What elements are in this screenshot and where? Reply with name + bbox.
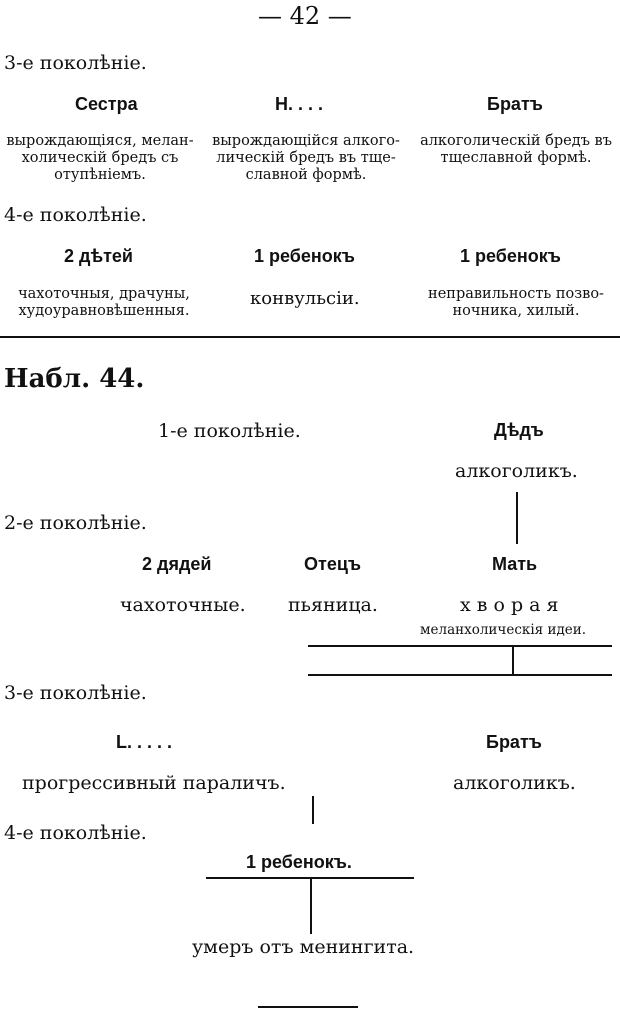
grandfather-line xyxy=(516,492,518,544)
brother-desc: алкоголическій бредъ въ тщеславной формѣ. xyxy=(420,133,612,166)
n-title: Н. . . . xyxy=(275,94,324,114)
n-desc: вырождающійся алкого-лическій бредъ въ тще-славной формѣ. xyxy=(212,133,400,183)
grandfather-title: Дѣдъ xyxy=(494,420,544,440)
mother-title: Мать xyxy=(492,554,538,574)
obs-generation-2-label: 2-е поколѣніе. xyxy=(4,512,147,534)
uncles-title: 2 дядей xyxy=(142,554,212,574)
l-line xyxy=(312,796,314,824)
obs-generation-4-label: 4-е поколѣніе. xyxy=(4,822,147,844)
parents-line-top xyxy=(308,645,612,647)
observation-title: Набл. 44. xyxy=(4,364,145,394)
grandfather-desc: алкоголикъ. xyxy=(455,460,578,482)
sister-desc: вырождающіяся, мелан-холическій бредъ съ отупѣніемъ. xyxy=(6,133,194,183)
generation-3-label: 3-е поколѣніе. xyxy=(4,52,147,74)
child2-desc: конвульсіи. xyxy=(250,288,360,309)
obs-child-desc: умеръ отъ менингита. xyxy=(192,936,415,958)
parents-line-bottom xyxy=(308,674,612,676)
parents-connector xyxy=(512,646,514,674)
obs-generation-3-label: 3-е поколѣніе. xyxy=(4,682,147,704)
brother-title: Братъ xyxy=(487,94,543,114)
end-rule xyxy=(258,1006,358,1008)
mother-desc: х в о р а я xyxy=(460,594,559,616)
generation-4-label: 4-е поколѣніе. xyxy=(4,204,147,226)
l-title: L. . . . . xyxy=(116,732,173,752)
obs-generation-1-label: 1-е поколѣніе. xyxy=(158,420,301,442)
uncles-desc: чахоточные. xyxy=(120,594,246,616)
father-title: Отецъ xyxy=(304,554,362,574)
child1-desc: чахоточныя, драчуны, худоуравновѣшенныя. xyxy=(18,286,190,319)
child-connector xyxy=(310,878,312,934)
sister-title: Сестра xyxy=(75,94,138,114)
section-divider xyxy=(0,336,620,338)
father-desc: пьяница. xyxy=(288,594,378,616)
l-desc: прогрессивный параличъ. xyxy=(22,772,286,794)
child3-title: 1 ребенокъ xyxy=(460,246,561,266)
child1-title: 2 дѣтей xyxy=(64,246,133,266)
page-number: — 42 — xyxy=(258,2,352,30)
obs-brother-desc: алкоголикъ. xyxy=(453,772,576,794)
obs-child-title: 1 ребенокъ. xyxy=(246,852,352,872)
child2-title: 1 ребенокъ xyxy=(254,246,355,266)
obs-brother-title: Братъ xyxy=(486,732,542,752)
mother-desc-2: меланхолическія идеи. xyxy=(420,622,587,638)
child3-desc: неправильность позво-ночника, хилый. xyxy=(428,286,604,319)
